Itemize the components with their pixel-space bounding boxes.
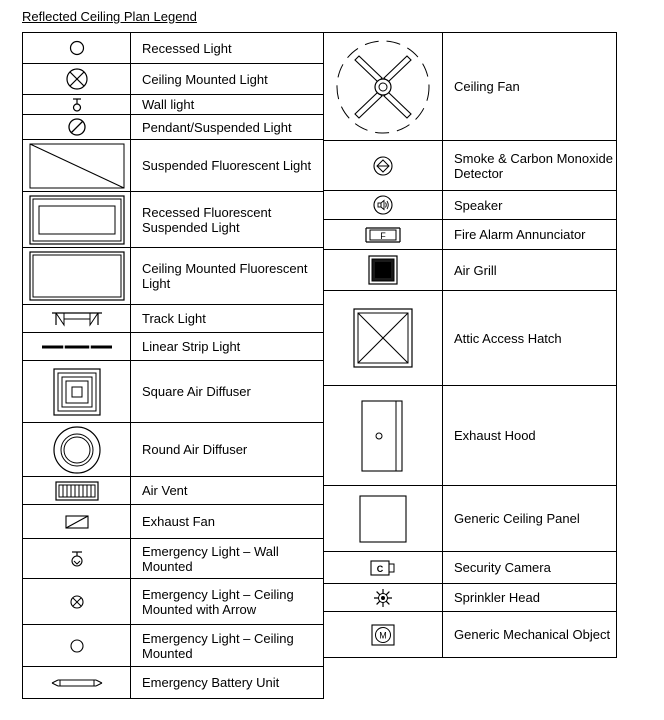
legend-label: Emergency Light – Ceiling Mounted <box>131 625 324 667</box>
legend-row <box>23 248 324 305</box>
air-vent-icon <box>55 481 99 501</box>
legend-row <box>23 505 324 539</box>
legend-label: Exhaust Fan <box>131 505 324 539</box>
security-camera-icon <box>370 560 396 576</box>
legend-row <box>23 140 324 192</box>
recessed-light-icon <box>67 38 87 58</box>
legend-row <box>324 612 617 658</box>
annunciator-letter: F <box>380 230 386 241</box>
track-light-icon <box>50 309 104 329</box>
legend-label: Emergency Battery Unit <box>131 667 324 699</box>
legend-row <box>324 291 617 386</box>
legend-row <box>23 579 324 625</box>
legend-row <box>324 33 617 141</box>
emergency-light-arrow-icon <box>69 594 85 610</box>
legend-label: Track Light <box>131 305 324 333</box>
smoke-detector-icon <box>372 155 394 177</box>
legend-row <box>23 539 324 579</box>
legend-label: Speaker <box>443 191 617 220</box>
legend-label: Air Vent <box>131 477 324 505</box>
legend-label: Exhaust Hood <box>443 386 617 486</box>
legend-label: Generic Ceiling Panel <box>443 486 617 552</box>
legend-label: Air Grill <box>443 250 617 291</box>
legend-label: Emergency Light – Ceiling Mounted with Arrow <box>131 579 324 625</box>
legend-row <box>324 250 617 291</box>
legend-label: Linear Strip Light <box>131 333 324 361</box>
mechanical-object-icon <box>371 624 395 646</box>
legend-row <box>324 220 617 250</box>
legend-row <box>23 95 324 115</box>
legend-row <box>324 584 617 612</box>
suspended-fluorescent-icon <box>29 143 125 189</box>
air-grill-icon <box>368 255 398 285</box>
legend-row <box>23 477 324 505</box>
legend-title: Reflected Ceiling Plan Legend <box>22 9 197 24</box>
legend-row <box>324 191 617 220</box>
legend-label: Smoke & Carbon Monoxide Detector <box>443 141 617 191</box>
round-air-diffuser-icon <box>52 425 102 475</box>
attic-access-hatch-icon <box>353 308 413 368</box>
exhaust-fan-icon <box>65 515 89 529</box>
legend-label: Wall light <box>131 95 324 115</box>
mechanical-letter: M <box>379 630 387 640</box>
emergency-light-ceiling-icon <box>69 638 85 654</box>
emergency-battery-icon <box>50 677 104 689</box>
legend-row <box>23 115 324 140</box>
legend-row <box>324 386 617 486</box>
legend-label: Ceiling Mounted Fluorescent Light <box>131 248 324 305</box>
recessed-fluorescent-icon <box>29 195 125 245</box>
speaker-icon <box>372 194 394 216</box>
ceiling-mounted-fluorescent-icon <box>29 251 125 301</box>
generic-ceiling-panel-icon <box>359 495 407 543</box>
legend-label: Fire Alarm Annunciator <box>443 220 617 250</box>
linear-strip-light-icon <box>40 342 114 352</box>
legend-label: Sprinkler Head <box>443 584 617 612</box>
legend-row <box>324 141 617 191</box>
legend-label: Recessed Fluorescent Suspended Light <box>131 192 324 248</box>
legend-label: Emergency Light – Wall Mounted <box>131 539 324 579</box>
legend-row <box>23 667 324 699</box>
legend-label: Ceiling Mounted Light <box>131 64 324 95</box>
legend-row <box>23 305 324 333</box>
ceiling-fan-icon <box>331 37 435 137</box>
square-air-diffuser-icon <box>52 367 102 417</box>
ceiling-mounted-light-icon <box>65 67 89 91</box>
legend-row <box>23 361 324 423</box>
legend-row <box>23 423 324 477</box>
legend-label: Ceiling Fan <box>443 33 617 141</box>
exhaust-hood-icon <box>361 400 405 472</box>
legend-row <box>324 552 617 584</box>
legend-row <box>23 192 324 248</box>
legend-label: Square Air Diffuser <box>131 361 324 423</box>
legend-table-left <box>22 32 324 699</box>
emergency-light-wall-icon <box>69 550 85 568</box>
pendant-light-icon <box>66 116 88 138</box>
legend-label: Attic Access Hatch <box>443 291 617 386</box>
camera-letter: C <box>376 563 384 574</box>
legend-label: Recessed Light <box>131 33 324 64</box>
legend-row <box>23 33 324 64</box>
legend-label: Generic Mechanical Object <box>443 612 617 658</box>
legend-label: Suspended Fluorescent Light <box>131 140 324 192</box>
legend-row <box>324 486 617 552</box>
legend-row <box>23 64 324 95</box>
wall-light-icon <box>70 97 84 113</box>
fire-alarm-annunciator-icon <box>365 227 401 243</box>
legend-row <box>23 625 324 667</box>
legend-label: Round Air Diffuser <box>131 423 324 477</box>
sprinkler-head-icon <box>373 588 393 608</box>
legend-label: Security Camera <box>443 552 617 584</box>
legend-row <box>23 333 324 361</box>
legend-label: Pendant/Suspended Light <box>131 115 324 140</box>
legend-table-right <box>323 32 617 658</box>
